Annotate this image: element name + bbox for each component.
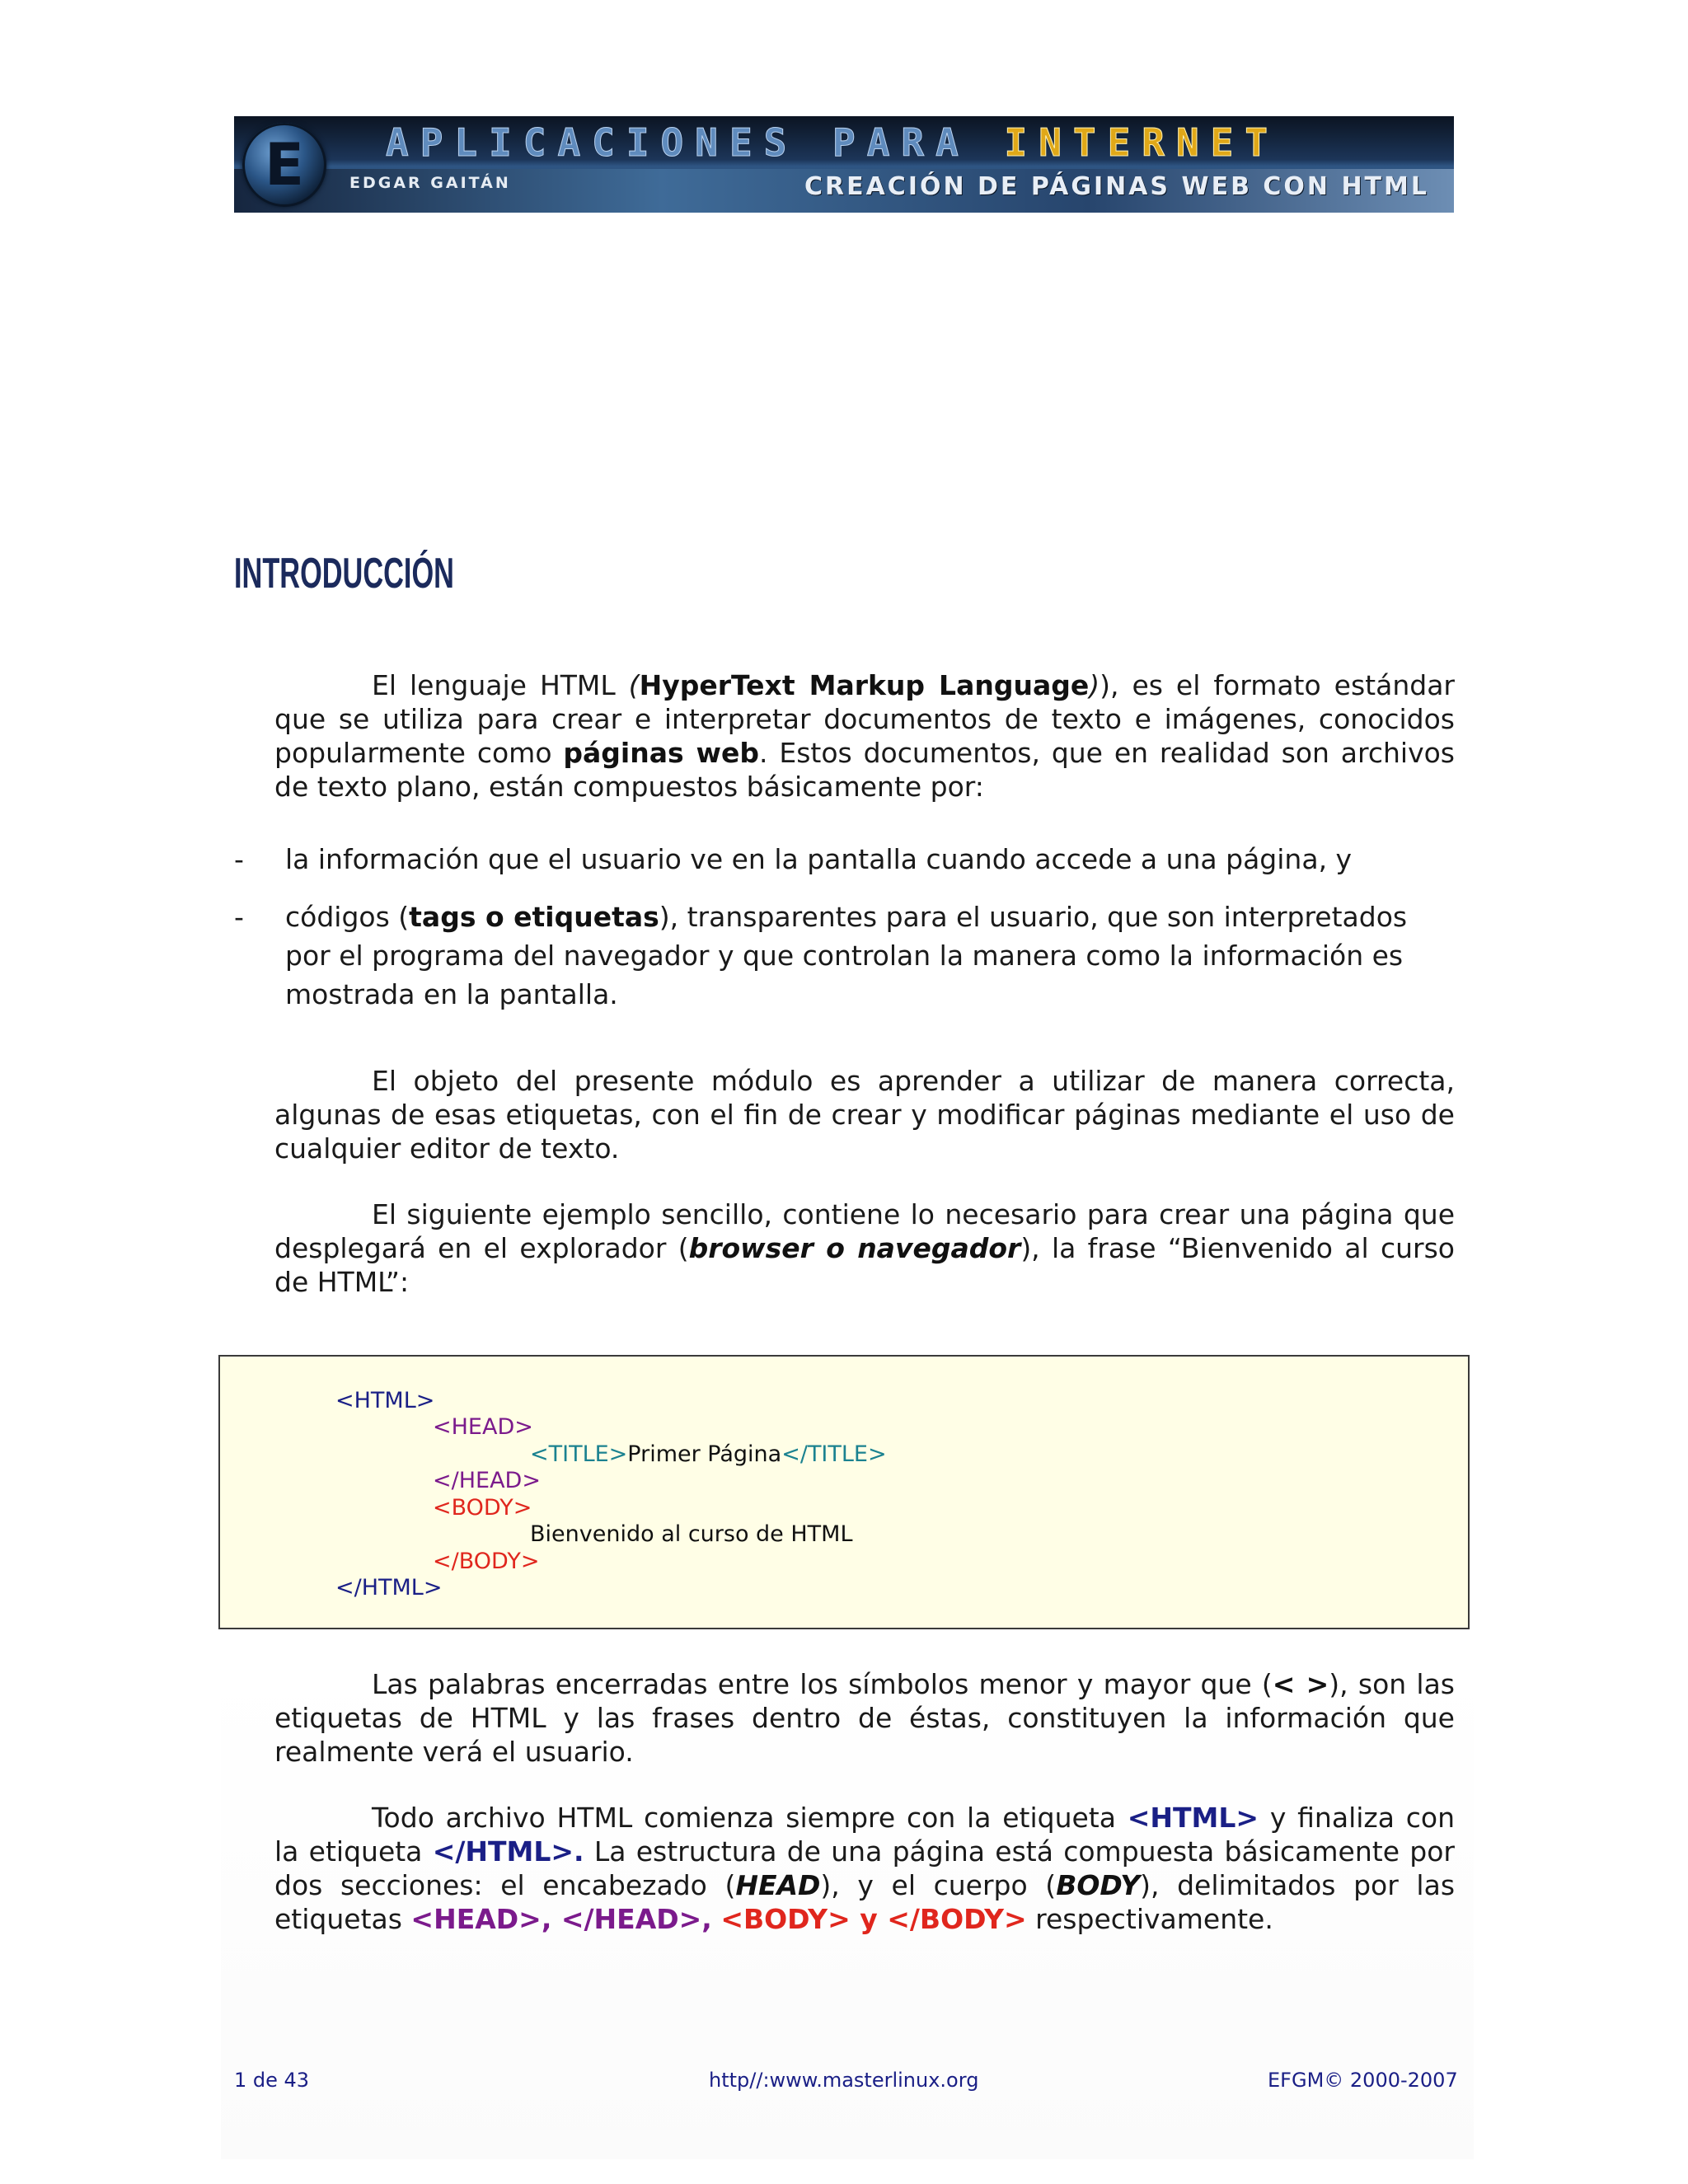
text-run: respectivamente. — [1026, 1903, 1273, 1935]
list-item-text: la información que el usuario ve en la pantalla cuando accede a una página, y — [285, 843, 1353, 875]
text-run — [712, 1903, 721, 1935]
text-run: ), la frase “Bienvenido al curso de HTML”: — [274, 1232, 1455, 1298]
bold-italic-term: browser o navegador — [688, 1232, 1021, 1264]
bold-term: < > — [1272, 1668, 1329, 1700]
bold-term: HyperText Markup Language — [639, 669, 1090, 701]
banner-author: EDGAR GAITÁN — [349, 174, 511, 192]
footer-url[interactable]: http//:www.masterlinux.org — [709, 2069, 979, 2092]
code-body-text: Bienvenido al curso de HTML — [530, 1521, 853, 1547]
example-intro-paragraph — [274, 1197, 1455, 1299]
list-item-text — [285, 898, 1423, 1014]
banner-subtitle: CREACIÓN DE PÁGINAS WEB CON HTML — [804, 172, 1429, 201]
code-body-close: </BODY> — [433, 1549, 540, 1574]
code-title-text: Primer Página — [627, 1441, 782, 1467]
code-title-line — [530, 1441, 887, 1468]
text-run: códigos ( — [285, 901, 410, 933]
text-run: ), son las etiquetas de HTML y las frases dentro de éstas, constituyen la información que realmente verá el usuario. — [274, 1668, 1455, 1768]
code-head-open: <HEAD> — [433, 1414, 533, 1440]
text-run: ), es el formato estándar que se utiliza para crear e interpretar documentos de texto e imágenes, conocidos popularmente como — [274, 669, 1455, 769]
code-head-close: </HEAD> — [433, 1468, 541, 1493]
text-run: . Estos documentos, que en realidad son archivos de texto plano, están compuestos básicamente por: — [274, 737, 1455, 803]
tag-html-open: <HTML> — [1127, 1802, 1259, 1834]
logo-icon — [242, 123, 326, 207]
logo-letter: E — [265, 131, 304, 199]
bold-term: tags o etiquetas — [409, 901, 659, 933]
text-run: Todo archivo HTML comienza siempre con la etiqueta — [372, 1802, 1128, 1834]
list-item — [234, 840, 1437, 879]
tag-head-pair: <HEAD>, </HEAD>, — [410, 1903, 712, 1935]
text-run: ), y el cuerpo ( — [820, 1869, 1057, 1901]
text-run: El lenguaje HTML — [372, 669, 629, 701]
page-title: INTRODUCCIÓN — [234, 550, 454, 598]
intro-paragraph — [274, 668, 1455, 804]
code-html-close: </HTML> — [335, 1575, 443, 1601]
objective-paragraph: El objeto del presente módulo es aprender a utilizar de manera correcta, algunas de esas etiquetas, con el fin de crear y modificar páginas mediante el uso de cualquier editor de texto. — [274, 1065, 1455, 1165]
structure-paragraph — [274, 1801, 1455, 1936]
bullet-dash: - — [234, 901, 244, 933]
code-title-close: </TITLE> — [781, 1441, 887, 1467]
bold-term: páginas web — [563, 737, 759, 769]
header-banner — [234, 116, 1454, 213]
text-run: ), transparentes para el usuario, que son interpretados por el programa del navegador y que controlan la manera como la información es mostrada en la pantalla. — [285, 901, 1408, 1010]
text-run: El siguiente ejemplo sencillo, contiene lo necesario para crear una página que desplegará en el explorador ( — [274, 1198, 1455, 1264]
banner-title-part1: APLICACIONES PARA — [386, 120, 970, 165]
text-run: Las palabras encerradas entre los símbolos menor y mayor que ( — [372, 1668, 1273, 1700]
text-run: ), delimitados por las etiquetas — [274, 1869, 1456, 1935]
tag-body-pair: <BODY> y </BODY> — [720, 1903, 1027, 1935]
banner-title — [386, 120, 1279, 166]
bullet-dash: - — [234, 843, 244, 875]
code-html-open: <HTML> — [335, 1388, 435, 1413]
tags-explanation-paragraph — [274, 1667, 1455, 1769]
code-title-open: <TITLE> — [530, 1441, 628, 1467]
text-run: La estructura de una página está compuesta básicamente por dos secciones: el encabezado ( — [274, 1835, 1455, 1901]
text-run: ) — [1089, 669, 1100, 701]
list-item — [234, 898, 1437, 1014]
footer-page-number: 1 de 43 — [234, 2069, 310, 2092]
code-example-box — [218, 1355, 1470, 1629]
banner-title-part2: INTERNET — [1004, 120, 1280, 165]
footer-copyright: EFGM© 2000-2007 — [1268, 2069, 1458, 2092]
tag-html-close: </HTML>. — [432, 1835, 584, 1868]
bold-italic-term: HEAD — [735, 1869, 821, 1901]
text-run: y finaliza con la etiqueta — [274, 1802, 1455, 1868]
text-run: ( — [628, 669, 640, 701]
bold-italic-term: BODY — [1056, 1869, 1141, 1901]
code-body-open: <BODY> — [433, 1495, 532, 1521]
